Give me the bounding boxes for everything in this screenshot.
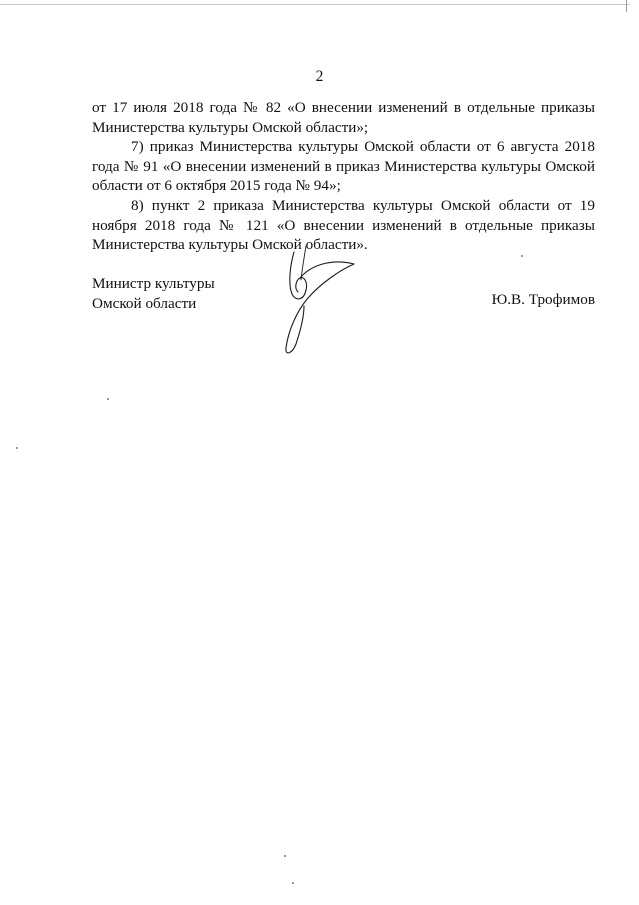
page-number: 2 <box>315 68 324 85</box>
scan-speck <box>107 398 109 400</box>
scan-speck <box>292 882 294 884</box>
scan-speck <box>284 855 286 857</box>
scan-speck <box>16 447 18 449</box>
signatory-position <box>92 274 215 313</box>
signatory-position-line-1: Министр культуры <box>92 275 215 292</box>
handwritten-signature <box>270 236 365 358</box>
scan-edge-top-line <box>0 4 630 5</box>
paragraph-item-7: 7) приказ Министерства культуры Омской области от 6 августа 2018 года № 91 «О внесении изменений в приказ Министерства культуры Омской области от 6 октября 2015 года № 94»; <box>92 138 595 195</box>
signatory-name: Ю.В. Трофимов <box>491 291 595 308</box>
paragraph-continuation: от 17 июля 2018 года № 82 «О внесении изменений в отдельные приказы Министерства культуры Омской области»; <box>92 99 595 136</box>
paragraph-item-8: 8) пункт 2 приказа Министерства культуры Омской области от 19 ноября 2018 года № 121 «О внесении изменений в отдельные приказы Министерства культуры Омской области». <box>92 196 595 254</box>
scan-edge-right-mark <box>626 0 627 12</box>
document-body <box>92 98 595 255</box>
signatory-position-line-2: Омской области <box>92 294 197 312</box>
scan-speck <box>521 255 523 257</box>
